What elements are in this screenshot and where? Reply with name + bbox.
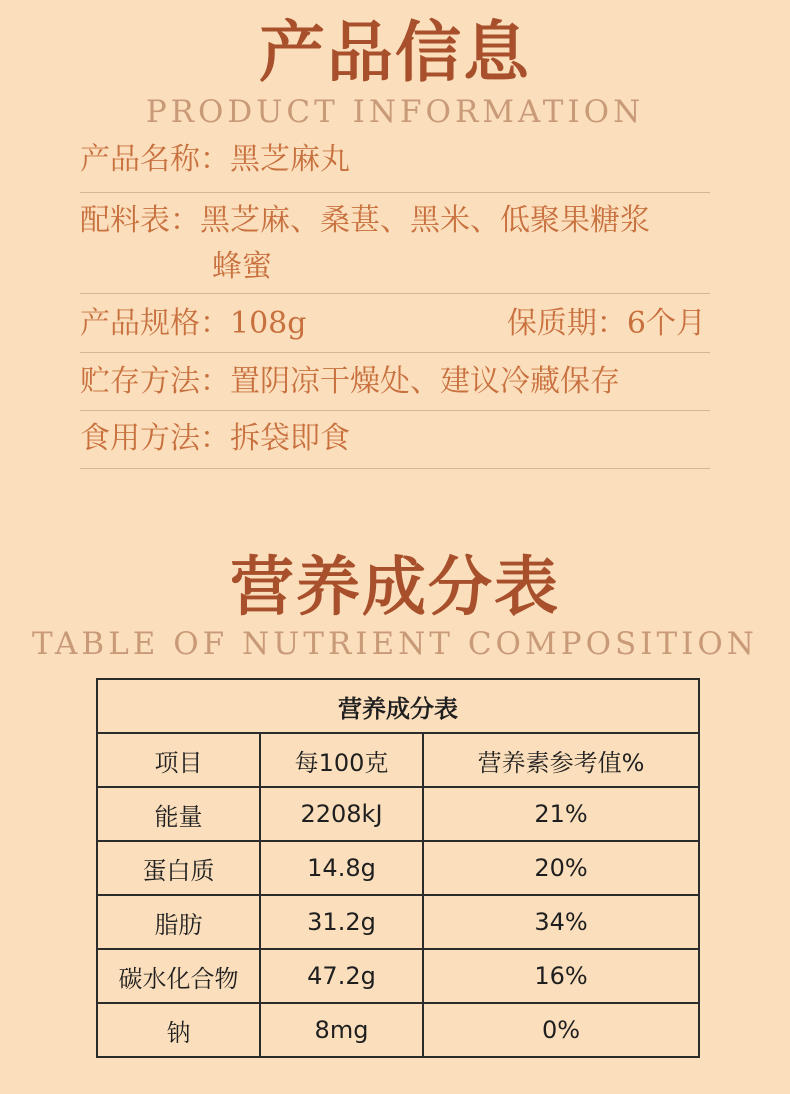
table-row [97, 1003, 699, 1057]
info-row-name [80, 130, 710, 193]
row-item: 蛋白质 [97, 841, 260, 895]
row-nrv: 0% [423, 1003, 699, 1057]
nutrition-table [96, 678, 700, 1058]
info-row-spec [80, 294, 710, 353]
header-nrv: 营养素参考值% [423, 733, 699, 787]
nutrition-subtitle: TABLE OF NUTRIENT COMPOSITION [32, 626, 758, 662]
row-nrv: 21% [423, 787, 699, 841]
ingredients-line-2: 蜂蜜 [212, 249, 272, 284]
table-row [97, 949, 699, 1003]
table-row [97, 787, 699, 841]
product-info-subtitle: PRODUCT INFORMATION [145, 94, 645, 130]
product-spec: 产品规格：108g [80, 306, 307, 341]
header-per-100g: 每100克 [260, 733, 423, 787]
info-row-storage [80, 353, 710, 411]
row-amount: 31.2g [260, 895, 423, 949]
product-info-list [80, 130, 710, 469]
row-amount: 8mg [260, 1003, 423, 1057]
row-item: 钠 [97, 1003, 260, 1057]
row-amount: 14.8g [260, 841, 423, 895]
row-nrv: 34% [423, 895, 699, 949]
header-item: 项目 [97, 733, 260, 787]
row-nrv: 20% [423, 841, 699, 895]
table-row [97, 895, 699, 949]
info-row-usage [80, 411, 710, 469]
ingredients-line-1: 配料表：黑芝麻、桑葚、黑米、低聚果糖浆 [80, 203, 650, 238]
nutrition-title: 营养成分表 [230, 550, 560, 625]
product-name: 产品名称：黑芝麻丸 [80, 142, 350, 177]
row-item: 脂肪 [97, 895, 260, 949]
row-item: 碳水化合物 [97, 949, 260, 1003]
usage-method: 食用方法：拆袋即食 [80, 421, 350, 456]
row-amount: 47.2g [260, 949, 423, 1003]
table-caption: 营养成分表 [97, 679, 699, 733]
row-amount: 2208kJ [260, 787, 423, 841]
product-info-title: 产品信息 [259, 13, 531, 91]
shelf-life: 保质期：6个月 [506, 306, 706, 341]
row-item: 能量 [97, 787, 260, 841]
row-nrv: 16% [423, 949, 699, 1003]
table-caption-row [97, 679, 699, 733]
table-header-row [97, 733, 699, 787]
info-row-ingredients [80, 193, 710, 294]
storage-method: 贮存方法：置阴凉干燥处、建议冷藏保存 [80, 364, 620, 399]
table-row [97, 841, 699, 895]
